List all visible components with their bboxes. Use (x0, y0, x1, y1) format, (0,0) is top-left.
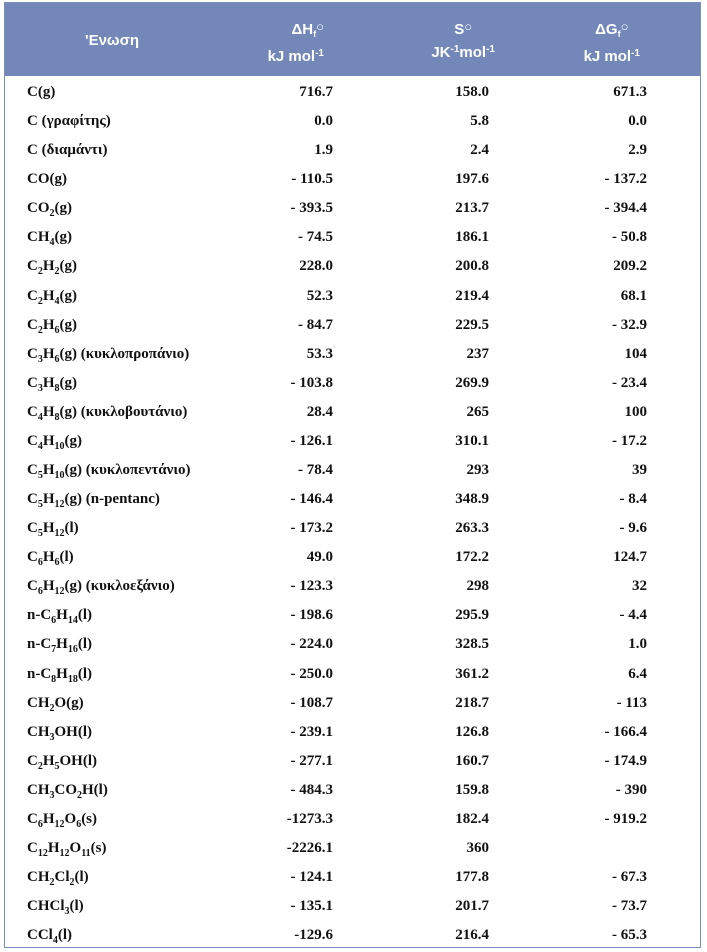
gibbs-value: - 9.6 (619, 520, 647, 537)
formula-part: (l) (77, 636, 93, 653)
header-enthalpy-unit: kJ mol (267, 48, 316, 65)
formula-subscript: 12 (54, 818, 65, 830)
formula-part: CH (27, 229, 50, 246)
enthalpy-value: - 239.1 (290, 723, 333, 740)
formula-subscript: 11 (81, 848, 91, 860)
header-compound: 'Ενωση (85, 32, 140, 49)
formula-subscript: 3 (37, 382, 43, 394)
formula-part: H (42, 462, 55, 479)
entropy-value: 200.8 (455, 258, 489, 275)
formula-subscript: 7 (51, 644, 57, 656)
formula-part: (l) (57, 927, 73, 944)
gibbs-value: - 67.3 (612, 869, 647, 886)
entropy-value: 310.1 (455, 432, 489, 449)
formula-part: C (27, 403, 38, 420)
entropy-value: 295.9 (455, 607, 489, 624)
header-entropy-unit: JK (431, 44, 451, 61)
entropy-value: 186.1 (455, 229, 489, 246)
entropy-value: 213.7 (455, 200, 489, 217)
formula-subscript: 5 (37, 499, 43, 511)
formula-part: H (42, 752, 55, 769)
gibbs-value: - 65.3 (612, 927, 647, 944)
compound-name (27, 752, 97, 770)
compound-name (27, 170, 67, 188)
gibbs-value: - 23.4 (612, 374, 647, 391)
entropy-value: 263.3 (455, 520, 489, 537)
formula-subscript: 2 (37, 295, 43, 307)
enthalpy-value: - 250.0 (290, 665, 333, 682)
formula-part: H (56, 607, 68, 624)
formula-subscript: 6 (54, 557, 60, 569)
compound-name (27, 141, 108, 159)
compound-name (27, 257, 78, 278)
compound-name (27, 723, 92, 741)
enthalpy-value: 1.9 (314, 142, 333, 159)
formula-part: (l) (77, 607, 93, 624)
formula-subscript: 6 (54, 353, 60, 365)
enthalpy-value: - 198.6 (290, 607, 333, 624)
table-row (5, 370, 700, 399)
formula-subscript: 4 (37, 440, 43, 452)
gibbs-value: - 8.4 (619, 491, 647, 508)
header-gibbs-unit: kJ mol (583, 48, 632, 65)
gibbs-value: 100 (624, 403, 647, 420)
compound-name (27, 83, 55, 101)
enthalpy-value: - 484.3 (290, 781, 333, 798)
formula-subscript: 6 (54, 324, 60, 336)
entropy-value: 293 (466, 462, 489, 479)
enthalpy-value: - 103.8 (290, 374, 333, 391)
formula-part: (s) (81, 810, 98, 827)
formula-subscript: 14 (67, 615, 78, 627)
enthalpy-value: - 224.0 (290, 636, 333, 653)
formula-part: H (47, 840, 60, 857)
formula-part: n-C (27, 607, 52, 624)
header-enthalpy-sub: f (313, 29, 317, 39)
formula-part: H (56, 636, 68, 653)
formula-subscript: 8 (54, 382, 60, 394)
entropy-value: 201.7 (455, 898, 489, 915)
formula-subscript: 3 (49, 789, 55, 801)
formula-subscript: 2 (54, 266, 60, 278)
compound-name (27, 228, 72, 249)
formula-subscript: 4 (54, 295, 60, 307)
formula-subscript: 8 (51, 673, 57, 685)
table-row (5, 690, 700, 719)
gibbs-value: - 113 (616, 694, 647, 711)
formula-subscript: 3 (64, 906, 70, 918)
header-gibbs (584, 17, 640, 67)
table-row (5, 166, 700, 195)
thermodynamic-table (4, 2, 701, 948)
enthalpy-value: - 173.2 (290, 520, 333, 537)
entropy-value: 361.2 (455, 665, 489, 682)
gibbs-value: - 174.9 (604, 752, 647, 769)
compound-name (27, 577, 175, 598)
header-gibbs-exp: -1 (631, 48, 640, 59)
compound-name (27, 112, 111, 130)
entropy-value: 360 (466, 840, 489, 857)
gibbs-value: - 4.4 (619, 607, 647, 624)
formula-part: O (64, 810, 77, 827)
enthalpy-value: - 393.5 (290, 200, 333, 217)
formula-subscript: 10 (54, 440, 65, 452)
entropy-value: 219.4 (455, 287, 489, 304)
formula-subscript: 10 (54, 470, 65, 482)
enthalpy-value: - 84.7 (298, 316, 333, 333)
compound-name (27, 635, 93, 656)
table-row (5, 515, 700, 544)
entropy-value: 158.0 (455, 84, 489, 100)
formula-part: C (27, 432, 38, 449)
formula-part: H (42, 258, 55, 275)
gibbs-value: - 137.2 (604, 171, 647, 188)
formula-part: (l) (74, 869, 89, 886)
table-body (5, 79, 700, 951)
table-row (5, 544, 700, 573)
formula-part: n-C (27, 665, 52, 682)
formula-part: (g) (n-pentanc) (64, 491, 160, 508)
table-row (5, 399, 700, 428)
enthalpy-value: - 126.1 (290, 432, 333, 449)
table-row (5, 137, 700, 166)
formula-part: (l) (69, 898, 84, 915)
formula-part: CH (27, 723, 50, 740)
compound-name (27, 665, 92, 683)
entropy-value: 265 (466, 403, 489, 420)
formula-subscript: 18 (67, 673, 78, 685)
entropy-value: 126.8 (455, 723, 489, 740)
header-enthalpy-exp: -1 (315, 48, 324, 59)
formula-subscript: 2 (37, 324, 43, 336)
formula-part: H (42, 403, 55, 420)
compound-name (27, 519, 79, 540)
compound-name (27, 606, 93, 627)
table-row (5, 661, 700, 690)
compound-name (27, 374, 77, 392)
formula-part: C (27, 316, 38, 333)
enthalpy-value: - 78.4 (298, 462, 333, 479)
formula-part: (g) (κυκλοεξάνιο) (64, 578, 175, 595)
gibbs-value: 32 (632, 578, 647, 595)
formula-subscript: 2 (49, 208, 55, 220)
compound-name (27, 199, 72, 220)
gibbs-value: 104 (624, 345, 647, 362)
header-gibbs-sub: f (617, 29, 621, 39)
formula-subscript: 4 (52, 935, 58, 947)
formula-subscript: 2 (49, 702, 55, 714)
enthalpy-value: 28.4 (306, 403, 333, 420)
formula-part: C (27, 258, 38, 275)
enthalpy-value: 716.7 (299, 84, 333, 100)
enthalpy-value: -1273.3 (286, 810, 333, 827)
formula-part: C (27, 840, 38, 857)
gibbs-value: 124.7 (613, 549, 647, 566)
table-row (5, 457, 700, 486)
enthalpy-value: 0.0 (314, 113, 333, 130)
formula-part: CO(g) (27, 171, 67, 188)
compound-name (27, 926, 73, 947)
enthalpy-value: 52.3 (306, 287, 333, 304)
gibbs-value: - 166.4 (604, 723, 647, 740)
compound-name (27, 839, 107, 860)
formula-part: CO (54, 781, 77, 798)
entropy-value: 177.8 (455, 869, 489, 886)
gibbs-value: - 50.8 (612, 229, 647, 246)
enthalpy-value: - 110.5 (291, 171, 333, 188)
gibbs-value: - 73.7 (612, 898, 647, 915)
formula-part: CH (27, 694, 50, 711)
table-row (5, 777, 700, 806)
gibbs-value: - 919.2 (604, 810, 647, 827)
header-enthalpy (268, 17, 324, 67)
table-row (5, 748, 700, 777)
formula-part: H (42, 520, 55, 537)
entropy-value: 216.4 (455, 927, 489, 944)
entropy-value: 328.5 (455, 636, 489, 653)
formula-part: (g) (64, 432, 83, 449)
table-row (5, 835, 700, 864)
formula-subscript: 2 (49, 877, 55, 889)
degree-icon: ○ (316, 19, 324, 34)
enthalpy-value: - 135.1 (290, 898, 333, 915)
formula-part: C (27, 374, 38, 391)
gibbs-value: - 17.2 (612, 432, 647, 449)
table-row (5, 108, 700, 137)
formula-subscript: 4 (37, 411, 43, 423)
formula-subscript: 2 (37, 266, 43, 278)
gibbs-value: 1.0 (628, 636, 647, 653)
formula-part: CO (27, 200, 50, 217)
table-row (5, 922, 700, 951)
formula-part: C (γραφίτης) (27, 113, 111, 130)
compound-name (27, 345, 189, 363)
table-row (5, 428, 700, 457)
table-row (5, 631, 700, 660)
header-entropy-symbol: S (454, 21, 465, 38)
compound-name (27, 897, 84, 918)
formula-subscript: 5 (37, 528, 43, 540)
formula-subscript: 12 (54, 499, 65, 511)
formula-part: CH (27, 781, 50, 798)
gibbs-value: 68.1 (620, 287, 647, 304)
table-row (5, 893, 700, 922)
formula-part: (g) (κυκλοβουτάνιο) (59, 403, 188, 420)
entropy-value: 172.2 (455, 549, 489, 566)
formula-part: H (42, 549, 55, 566)
enthalpy-value: - 146.4 (290, 491, 333, 508)
gibbs-value: - 390 (615, 781, 647, 798)
table-header (5, 3, 700, 76)
enthalpy-value: - 108.7 (290, 694, 333, 711)
table-row (5, 283, 700, 312)
compound-name (27, 781, 108, 799)
formula-part: H (42, 432, 55, 449)
formula-subscript: 12 (37, 848, 48, 860)
header-entropy-exp2: -1 (486, 44, 495, 55)
formula-subscript: 2 (77, 789, 82, 801)
formula-part: C (27, 549, 38, 566)
formula-part: H (42, 491, 55, 508)
table-row (5, 79, 700, 108)
entropy-value: 237 (466, 345, 489, 362)
compound-name (27, 316, 77, 334)
formula-part: C (27, 491, 38, 508)
formula-part: (l) (64, 520, 79, 537)
entropy-value: 182.4 (455, 810, 489, 827)
gibbs-value: - 32.9 (612, 316, 647, 333)
formula-part: OH(l) (59, 752, 98, 769)
formula-part: C (27, 752, 38, 769)
formula-subscript: 16 (67, 644, 78, 656)
table-row (5, 602, 700, 631)
formula-part: H (42, 316, 55, 333)
entropy-value: 2.4 (470, 142, 489, 159)
formula-subscript: 12 (59, 848, 70, 860)
formula-part: (g) (59, 374, 78, 391)
enthalpy-value: 53.3 (306, 345, 333, 362)
table-row (5, 806, 700, 835)
gibbs-value: 209.2 (613, 258, 647, 275)
formula-part: (s) (90, 840, 107, 857)
formula-part: H (42, 810, 55, 827)
table-row (5, 224, 700, 253)
formula-part: CH (27, 869, 50, 886)
formula-subscript: 6 (37, 818, 43, 830)
formula-part: H (42, 287, 55, 304)
gibbs-value: 0.0 (628, 113, 647, 130)
table-row (5, 573, 700, 602)
entropy-value: 348.9 (455, 491, 489, 508)
formula-part: CCl (27, 927, 53, 944)
enthalpy-value: -129.6 (294, 927, 333, 944)
header-entropy-unit-mid: mol (459, 44, 487, 61)
enthalpy-value: - 123.3 (290, 578, 333, 595)
enthalpy-value: - 124.1 (290, 869, 333, 886)
formula-part: (g) (59, 287, 78, 304)
formula-part: C (27, 462, 38, 479)
header-entropy-exp: -1 (450, 44, 460, 55)
formula-part: O (69, 840, 82, 857)
formula-subscript: 2 (37, 760, 43, 772)
formula-part: (g) (κυκλοπεντάνιο) (64, 462, 191, 479)
formula-subscript: 6 (37, 557, 43, 569)
formula-subscript: 12 (54, 586, 65, 598)
table-row (5, 195, 700, 224)
gibbs-value: 2.9 (628, 142, 647, 159)
entropy-value: 159.8 (455, 781, 489, 798)
header-enthalpy-symbol: ΔH (291, 21, 314, 38)
header-entropy (431, 17, 495, 63)
formula-subscript: 12 (54, 528, 65, 540)
degree-icon: ○ (620, 19, 629, 34)
formula-subscript: 8 (54, 411, 60, 423)
enthalpy-value: 49.0 (306, 549, 333, 566)
formula-part: C (27, 345, 38, 362)
table-row (5, 341, 700, 370)
formula-subscript: 6 (76, 818, 82, 830)
formula-part: (l) (77, 665, 93, 682)
formula-part: (g) (κυκλοπροπάνιο) (59, 345, 190, 362)
compound-name (27, 548, 74, 569)
enthalpy-value: - 74.5 (298, 229, 333, 246)
compound-name (27, 432, 82, 450)
entropy-value: 218.7 (455, 694, 489, 711)
formula-part: H (42, 578, 55, 595)
formula-part: C (27, 578, 38, 595)
formula-part: CHCl (27, 898, 65, 915)
table-row (5, 486, 700, 515)
formula-part: H (56, 665, 68, 682)
compound-name (27, 287, 77, 305)
degree-icon: ○ (464, 19, 473, 34)
entropy-value: 160.7 (455, 752, 489, 769)
formula-part: n-C (27, 636, 52, 653)
formula-part: C (27, 287, 38, 304)
formula-part: (g) (59, 258, 78, 275)
formula-subscript: 5 (54, 760, 60, 772)
table-row (5, 719, 700, 748)
formula-part: C (27, 810, 38, 827)
formula-subscript: 2 (69, 877, 75, 889)
entropy-value: 5.8 (470, 113, 489, 130)
compound-name (27, 810, 97, 828)
formula-part: Cl (54, 869, 70, 886)
formula-part: H(l) (82, 781, 108, 798)
entropy-value: 269.9 (455, 374, 489, 391)
enthalpy-value: -2226.1 (286, 840, 333, 857)
gibbs-value: - 394.4 (604, 200, 647, 217)
compound-name (27, 461, 191, 482)
compound-name (27, 403, 187, 421)
enthalpy-value: - 277.1 (290, 752, 333, 769)
formula-part: (g) (54, 229, 72, 246)
entropy-value: 197.6 (455, 171, 489, 188)
formula-part: OH(l) (54, 723, 92, 740)
formula-part: H (42, 345, 55, 362)
formula-part: O(g) (54, 694, 84, 711)
compound-name (27, 490, 160, 511)
formula-part: C(g) (27, 84, 56, 100)
gibbs-value: 39 (632, 462, 647, 479)
entropy-value: 229.5 (455, 316, 489, 333)
enthalpy-value: 228.0 (299, 258, 333, 275)
header-gibbs-symbol: ΔG (595, 21, 618, 38)
formula-subscript: 5 (37, 470, 43, 482)
formula-part: (g) (54, 200, 72, 217)
entropy-value: 298 (466, 578, 489, 595)
compound-name (27, 868, 89, 889)
table-row (5, 864, 700, 893)
formula-part: C (διαμάντι) (27, 142, 108, 159)
formula-subscript: 3 (49, 731, 55, 743)
gibbs-value: 671.3 (613, 84, 647, 100)
formula-subscript: 4 (49, 237, 55, 249)
formula-part: (g) (59, 316, 78, 333)
formula-part: C (27, 520, 38, 537)
formula-part: H (42, 374, 55, 391)
formula-subscript: 3 (37, 353, 43, 365)
formula-subscript: 6 (51, 615, 57, 627)
gibbs-value: 6.4 (628, 665, 647, 682)
compound-name (27, 694, 84, 712)
table-row (5, 312, 700, 341)
formula-subscript: 6 (37, 586, 43, 598)
formula-part: (l) (59, 549, 74, 566)
table-row (5, 253, 700, 282)
